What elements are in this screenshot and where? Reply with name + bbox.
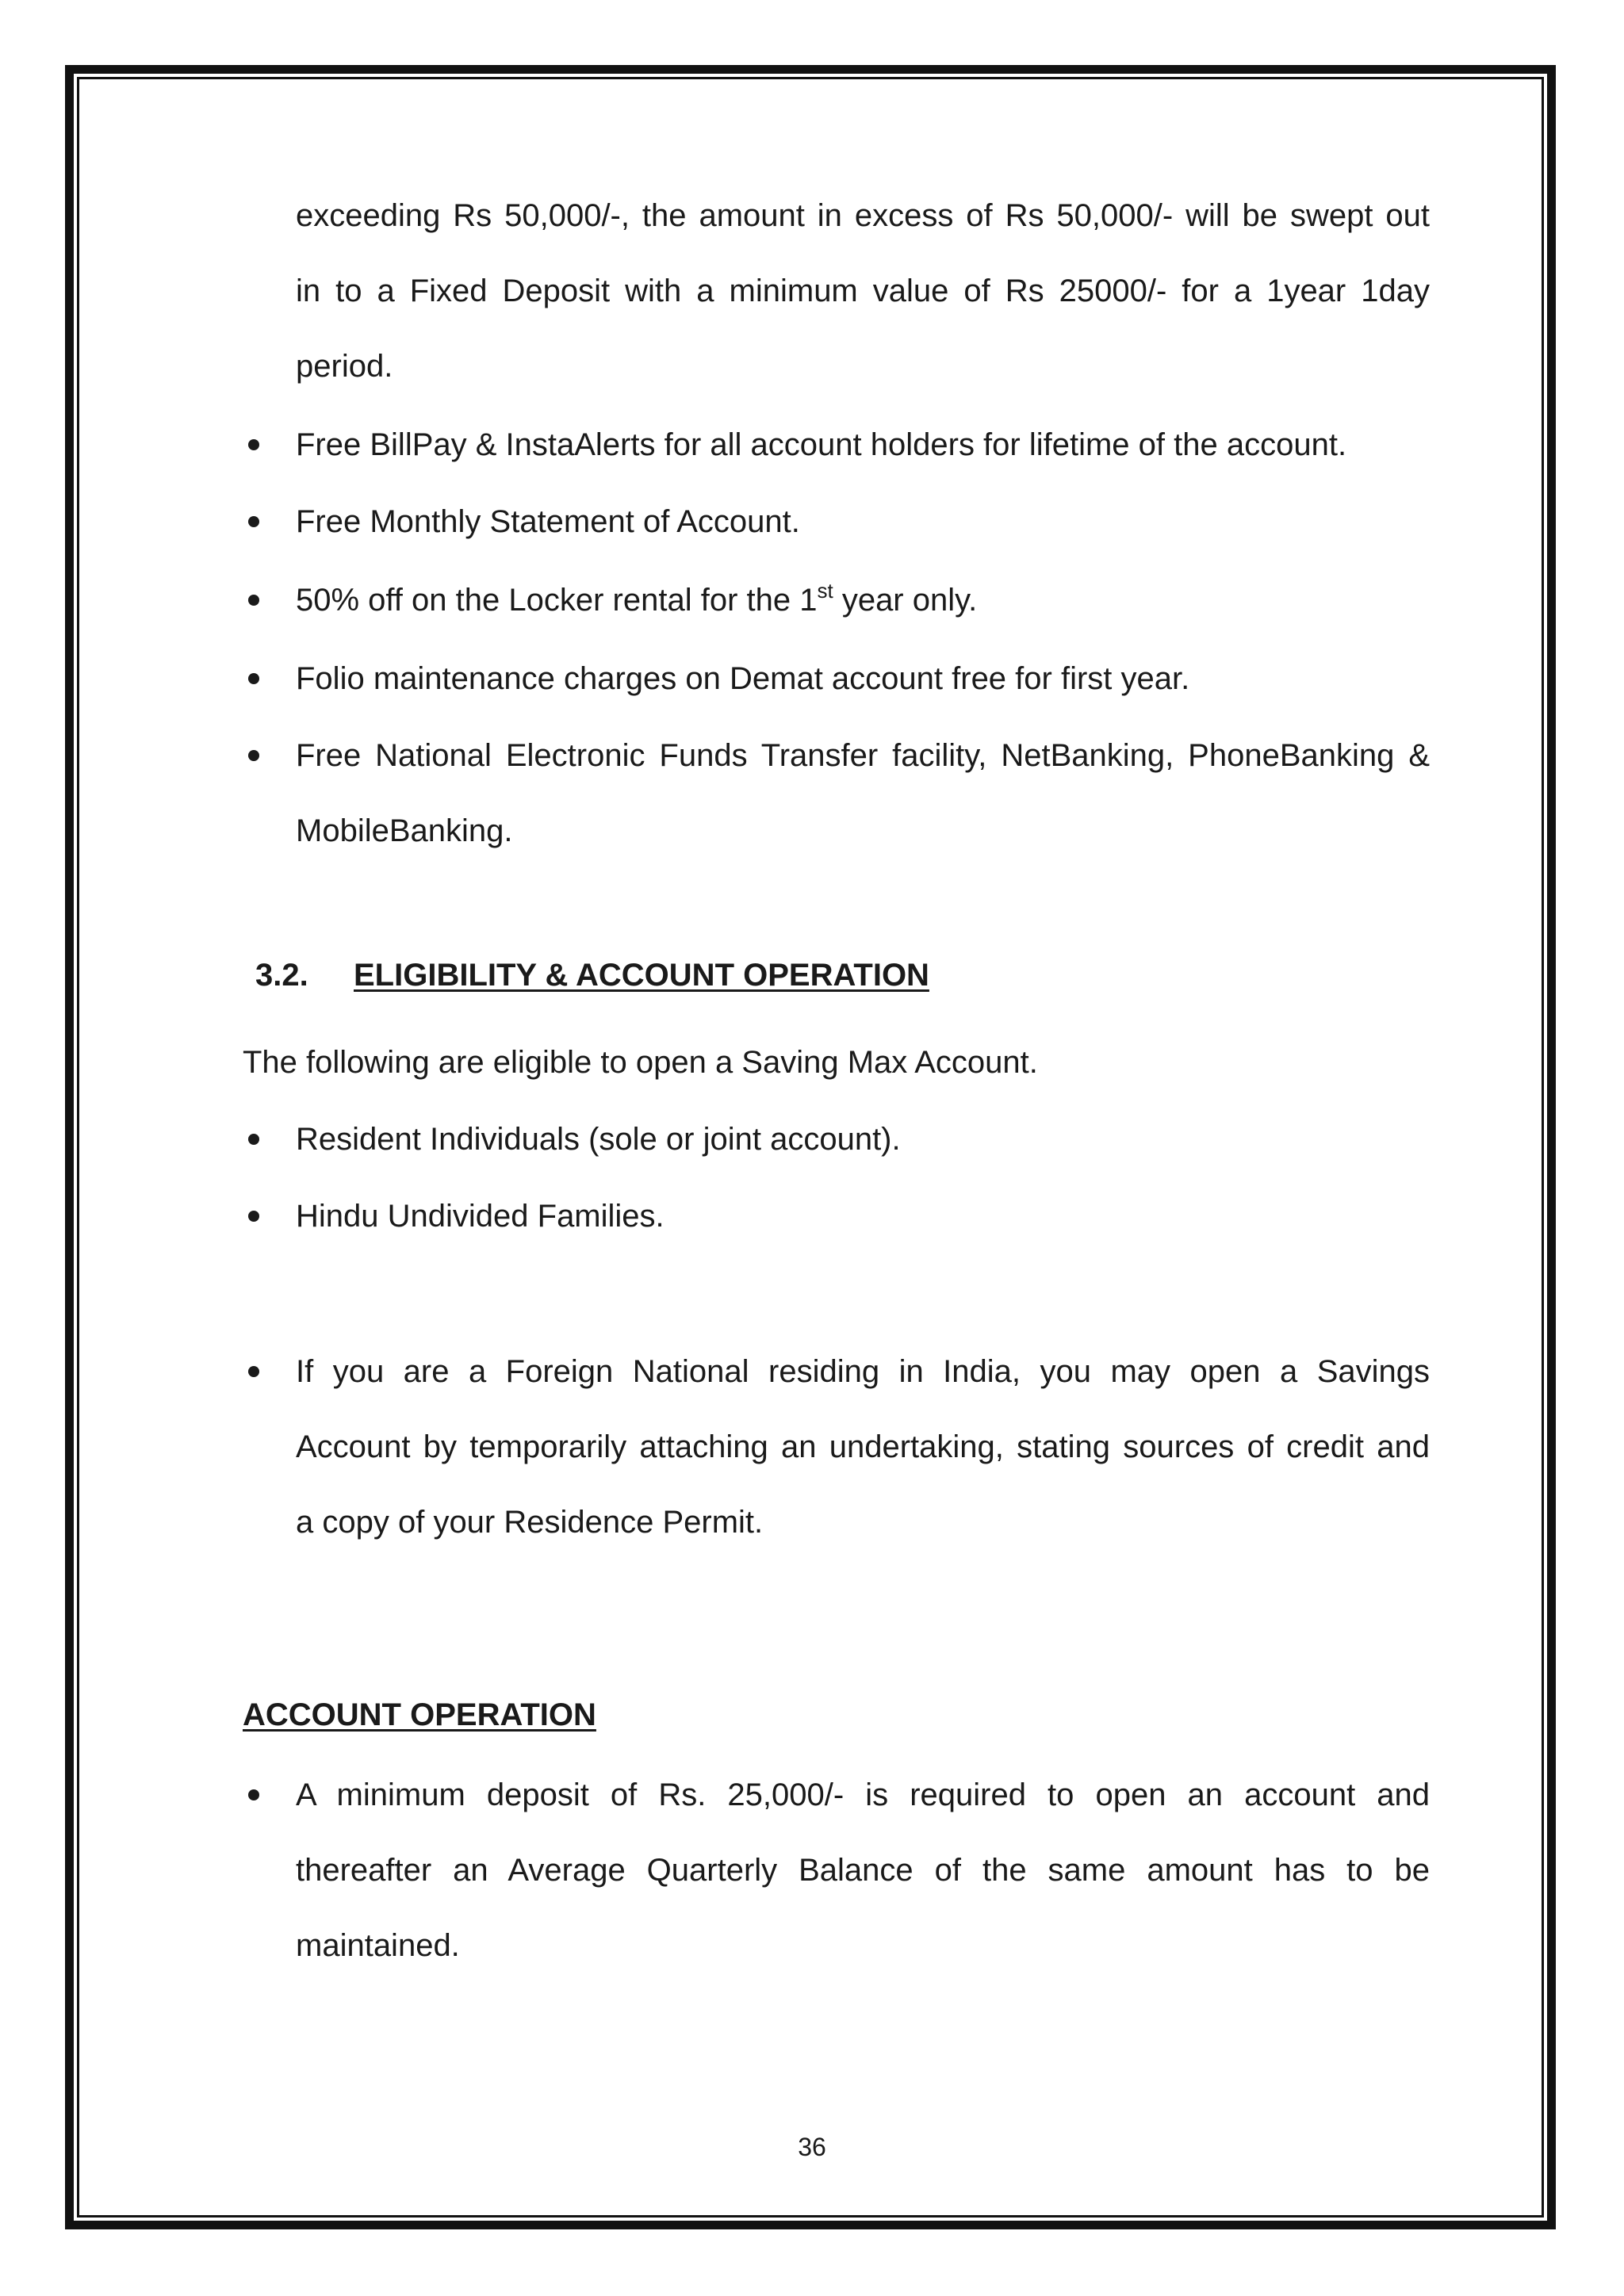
bullet-icon — [248, 1211, 259, 1222]
benefit-neft-line-2: MobileBanking. — [296, 813, 513, 848]
benefit-locker-sup: st — [817, 579, 833, 603]
bullet-icon — [248, 1134, 259, 1145]
benefit-locker — [296, 579, 978, 618]
benefit-locker-text: 50% off on the Locker rental for the 1 — [296, 583, 818, 618]
operation-line-1: A minimum deposit of Rs. 25,000/- is required to open an account and — [296, 1777, 1430, 1812]
foreign-line-1: If you are a Foreign National residing in India, you may open a Savings — [296, 1354, 1430, 1389]
bullet-icon — [248, 750, 259, 761]
bullet-icon — [248, 673, 259, 684]
benefit-locker-text-end: year only. — [833, 583, 978, 618]
bullet-icon — [248, 439, 259, 450]
intro-line-3: period. — [296, 349, 393, 384]
intro-line-1: exceeding Rs 50,000/-, the amount in excess of Rs 50,000/- will be swept out — [296, 198, 1430, 233]
operation-line-2: thereafter an Average Quarterly Balance of the same amount has to be — [296, 1853, 1430, 1888]
foreign-line-2: Account by temporarily attaching an undertaking, stating sources of credit and — [296, 1429, 1430, 1464]
benefit-folio: Folio maintenance charges on Demat account free for first year. — [296, 661, 1190, 696]
intro-line-2: in to a Fixed Deposit with a minimum value of Rs 25000/- for a 1year 1day — [296, 274, 1430, 308]
account-operation-title: ACCOUNT OPERATION — [243, 1697, 596, 1732]
bullet-icon — [248, 516, 259, 527]
section-number: 3.2. — [255, 958, 308, 993]
foreign-line-3: a copy of your Residence Permit. — [296, 1505, 764, 1540]
benefit-billpay: Free BillPay & InstaAlerts for all account holders for lifetime of the account. — [296, 427, 1347, 462]
benefit-statement: Free Monthly Statement of Account. — [296, 504, 800, 539]
eligible-resident: Resident Individuals (sole or joint account). — [296, 1122, 901, 1157]
eligible-huf: Hindu Undivided Families. — [296, 1199, 665, 1234]
section-title: ELIGIBILITY & ACCOUNT OPERATION — [354, 958, 929, 993]
eligibility-intro: The following are eligible to open a Saving Max Account. — [243, 1045, 1038, 1080]
bullet-icon — [248, 1789, 259, 1800]
benefit-neft-line-1: Free National Electronic Funds Transfer facility, NetBanking, PhoneBanking & — [296, 738, 1430, 773]
bullet-icon — [248, 595, 259, 606]
page-number: 36 — [798, 2133, 826, 2161]
bullet-icon — [248, 1366, 259, 1377]
operation-line-3: maintained. — [296, 1928, 460, 1963]
